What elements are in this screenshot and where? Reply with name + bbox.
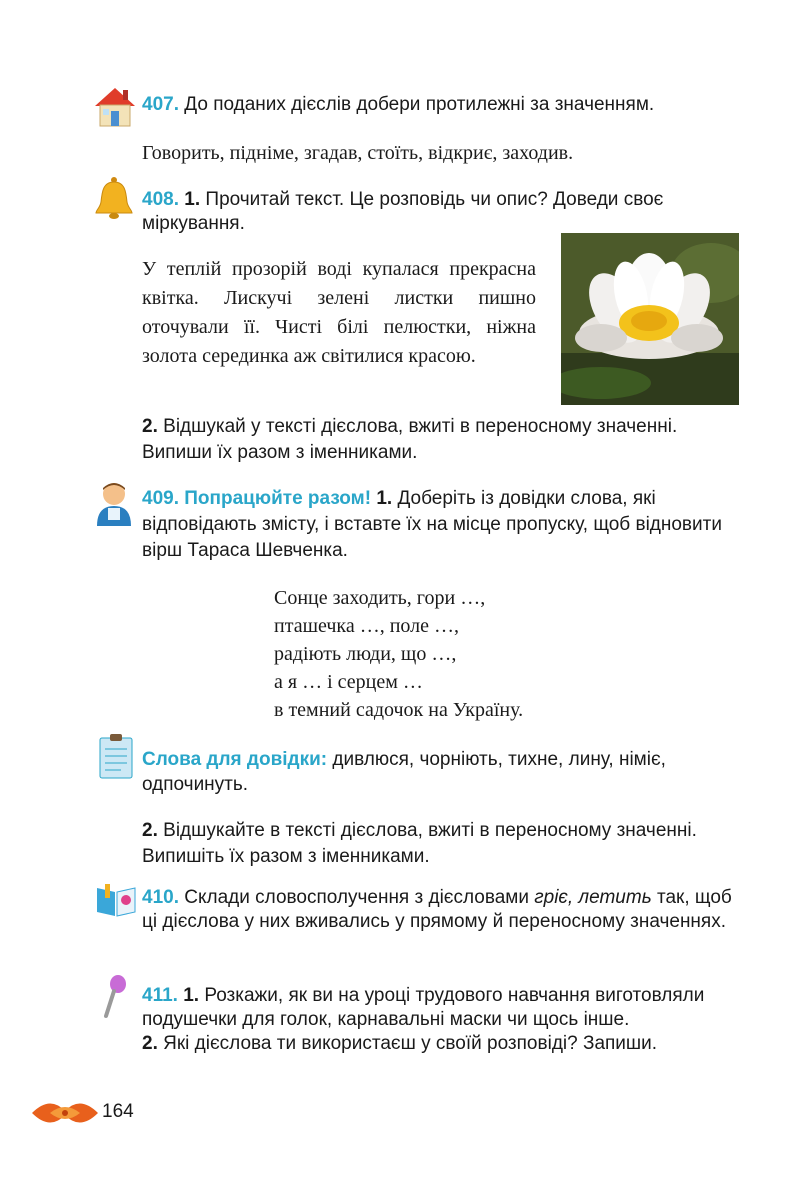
exercise-409-part2	[142, 818, 740, 870]
subtask-number: 2.	[142, 1033, 158, 1054]
water-lily-photo	[561, 233, 739, 405]
task-text: До поданих дієслів добери протилежні за значенням.	[184, 94, 655, 115]
exercise-411	[142, 984, 740, 1056]
subtask-number: 1.	[376, 488, 393, 509]
microphone-icon	[100, 974, 128, 1020]
exercise-408-part2	[142, 414, 740, 466]
task-text: так, щоб ці дієслова у них вживались у прямому й переносному значеннях.	[142, 887, 732, 932]
hint-words: дивлюся, чорніють, тихне, лину, німіє, одпочинуть.	[142, 749, 666, 795]
page-number: 164	[102, 1101, 134, 1122]
task-text: Відшукайте в тексті дієслова, вжиті в переносному значенні. Випишіть їх разом з іменниками.	[142, 820, 697, 867]
subtask-number: 2.	[142, 820, 158, 841]
group-work-label: Попрацюйте разом!	[184, 488, 372, 509]
task-text: Прочитай текст. Це розповідь чи опис? Доведи своє міркування.	[142, 189, 664, 234]
poem-line: радіють люди, що …,	[274, 643, 457, 665]
word-list: Говорить, підніме, згадав, стоїть, відкриє, заходив.	[142, 142, 574, 164]
exercise-408	[142, 188, 740, 236]
exercise-409	[142, 486, 740, 564]
exercise-number: 407.	[142, 94, 179, 115]
bell-icon	[93, 176, 135, 220]
task-text: Доберіть із довідки слова, які відповідають змісту, і вставте їх на місце пропуску, щоб відновити вірш Тараса Шевченка.	[142, 488, 722, 561]
exercise-number: 408.	[142, 189, 179, 210]
notepad-icon	[97, 733, 135, 779]
poem	[274, 584, 523, 724]
task-text: Відшукай у тексті дієслова, вжиті в переносному значенні. Випиши їх разом з іменниками.	[142, 416, 678, 463]
task-text: Які дієслова ти використаєш у своїй розповіді? Запиши.	[163, 1033, 658, 1054]
subtask-number: 1.	[183, 985, 200, 1006]
hint-box	[142, 747, 740, 797]
italic-verbs: гріє, летить	[534, 887, 652, 908]
student-icon	[93, 480, 135, 526]
house-icon	[93, 86, 137, 128]
reading-passage: У теплій прозорій воді купалася прекрасна квітка. Лискучі зелені листки пишно оточували її. Чисті білі пелюстки, ніжна золота серединка аж світилися красою.	[142, 258, 536, 367]
exercise-407	[142, 92, 740, 118]
task-text: Склади словосполучення з дієсловами	[184, 887, 529, 908]
poem-line: в темний садочок на Україну.	[274, 699, 524, 721]
subtask-number: 2.	[142, 416, 158, 437]
exercise-number: 411.	[142, 985, 178, 1006]
exercise-410	[142, 886, 740, 934]
poem-line: Сонце заходить, гори …,	[274, 587, 486, 609]
poem-line: а я … і серцем …	[274, 671, 423, 693]
exercise-number: 409.	[142, 488, 179, 509]
exercise-number: 410.	[142, 887, 179, 908]
hint-label: Слова для довідки:	[142, 749, 328, 770]
subtask-number: 1.	[184, 189, 201, 210]
poem-line: пташечка …, поле …,	[274, 615, 459, 637]
leaf-ornament-icon	[30, 1093, 100, 1133]
task-text: Розкажи, як ви на уроці трудового навчання виготовляли подушечки для голок, карнавальні маски чи щось інше.	[142, 985, 705, 1030]
book-icon	[95, 882, 137, 918]
